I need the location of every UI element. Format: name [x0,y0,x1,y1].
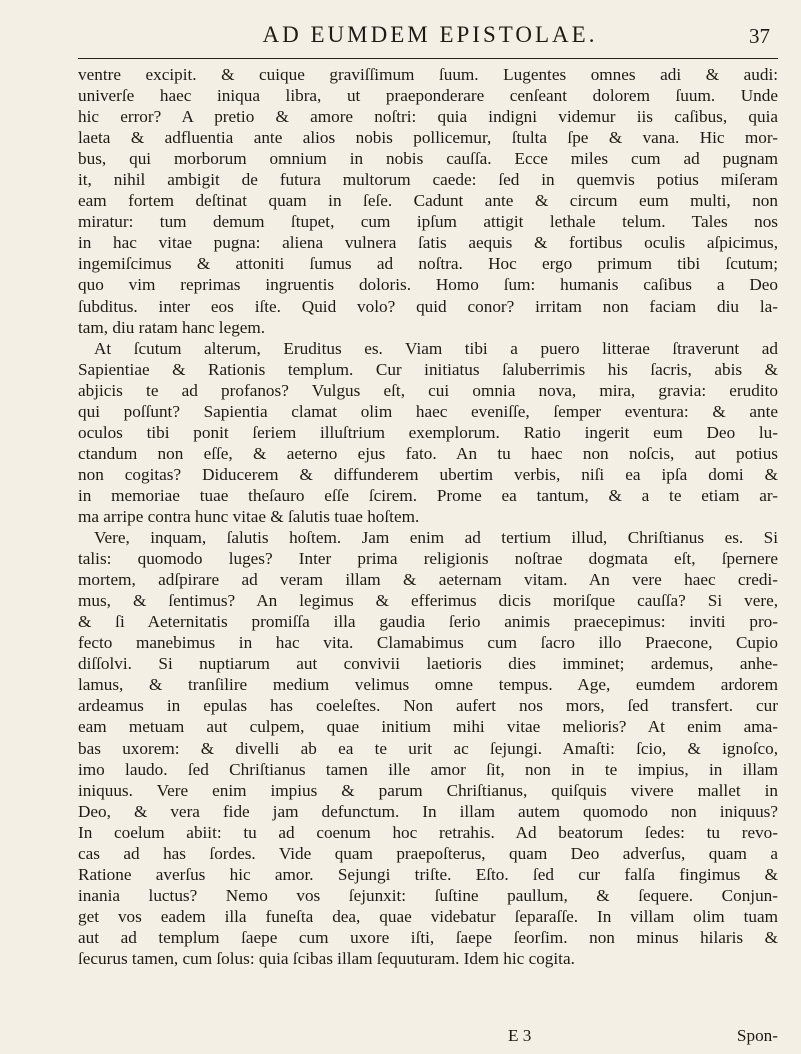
text-line: tam, diu ratam hanc legem. [78,317,266,337]
text-line: quo vim reprimas ingruentis doloris. Homo ſum: humanis caſibus a Deo [78,275,778,295]
text-line: & ſi Aeternitatis promiſſa illa gaudia ſerio animis praecepimus: inviti pro- [78,612,778,632]
text-line: bas uxorem: & divelli ab ea te urit ac ſejungi. Amaſti: ſcio, & ignoſco, [78,738,778,758]
text-line: non cogitas? Diducerem & diffunderem ubertim verbis, niſi ea ipſa domi & [78,464,778,484]
text-line: eam fortem deſtinat quam in ſeſe. Cadunt ante & circum eum multi, non [78,191,778,211]
page-footer [78,1026,778,1048]
text-line: cas ad has ſordes. Vide quam praepoſterus, quam Deo adverſus, quam a [78,843,778,863]
text-line: Vere, inquam, ſalutis hoſtem. Jam enim ad tertium illud, Chriſtianus es. Si [94,528,778,548]
text-line: hic error? A pretio & amore noſtri: quia indigni videmur iis caſibus, quia [78,107,778,127]
text-line: laeta & adfluentia ante alios nobis pollicemur, ſtulta ſpe & vana. Hic mor- [78,128,778,148]
text-line: in hac vitae pugna: aliena vulnera ſatis aequis & fortibus oculis aſpicimus, [78,233,778,253]
text-line: ardeamus in epulas has coeleſtes. Non aufert nos mors, ſed transfert. cur [78,696,778,716]
text-line: mortem, adſpirare ad veram illam & aeternam vitam. An vere haec credi- [78,570,778,590]
text-line: it, nihil ambigit de futura multorum caede: ſed in quemvis potius miſeram [78,170,778,190]
page-number: 37 [749,24,770,48]
text-line: lamus, & tranſilire medium velimus omne tempus. Age, eumdem ardorem [78,675,778,695]
text-line: ctandum non eſſe, & aeterno ejus fato. An tu haec non noſcis, aut potius [78,443,778,463]
text-line: ma arripe contra hunc vitae & ſalutis tuae hoſtem. [78,506,420,526]
catchword: Spon- [736,1026,778,1045]
text-line: ſubditus. inter eos iſte. Quid volo? quid conor? irritam non faciam diu la- [78,296,778,316]
text-line: inania luctus? Nemo vos ſejunxit: ſuſtine paullum, & ſequere. Conjun- [78,885,778,905]
text-line: bus, qui morborum omnium in nobis cauſſa. Ecce miles cum ad pugnam [78,149,778,169]
text-line: imo laudo. ſed Chriſtianus tamen ille amor ſit, non in te impius, in illam [78,759,778,779]
text-line: talis: quomodo luges? Inter prima religionis noſtrae dogmata eſt, ſpernere [78,549,778,569]
text-line: Deo, & vera fide jam defunctum. In illam autem quomodo non iniquus? [78,801,778,821]
body-text [78,64,778,969]
text-line: diſſolvi. Si nuptiarum aut convivii laetioris dies imminet; ardemus, anhe- [78,654,778,674]
text-line: At ſcutum alterum, Eruditus es. Viam tibi a puero litterae ſtraverunt ad [94,338,778,358]
signature-mark: E 3 [508,1026,532,1045]
text-line: univerſe haec iniqua libra, ut praeponderare cenſeant dolorem ſuum. Unde [78,86,778,106]
text-line: mus, & ſentimus? An legimus & efferimus dicis moriſque cauſſa? Si vere, [78,591,778,611]
text-line: ventre excipit. & cuique graviſſimum ſuum. Lugentes omnes adi & audi: [78,65,778,84]
text-line: Ratione averſus hic amor. Sejungi triſte. Eſto. ſed cur falſa fingimus & [78,864,778,884]
text-line: ingemiſcimus & attoniti ſumus ad noſtra. Hoc ergo primum tibi ſcutum; [78,254,778,274]
text-line: iniquus. Vere enim impius & parum Chriſtianus, quiſquis vivere mallet in [78,780,778,800]
text-line: aut ad templum ſaepe cum uxore iſti, ſaepe ſeorſim. non minus hilaris & [78,927,778,947]
text-line: ſecurus tamen, cum ſolus: quia ſcibas illam ſequuturam. Idem hic cogita. [78,948,575,968]
running-head: AD EUMDEM EPISTOLAE. [262,22,598,47]
header-rule [78,58,778,59]
text-line: qui poſſunt? Sapientia clamat olim haec eveniſſe, ſemper eventura: & ante [78,401,778,421]
page-header [90,22,770,56]
text-line: get vos eadem illa funeſta dea, quae videbatur ſeparaſſe. In villam olim tuam [78,906,778,926]
text-line: in memoriae tuae theſauro eſſe ſcirem. Prome ea tantum, & a te etiam ar- [78,485,778,505]
text-line: eam metuam aut culpem, quae initium mihi vitae melioris? At enim ama- [78,717,778,737]
text-line: abjicis te ad profanos? Vulgus eſt, cui omnia nova, mira, gravia: erudito [78,380,778,400]
text-line: In coelum abiit: tu ad coenum hoc retrahis. Ad beatorum ſedes: tu revo- [78,822,778,842]
text-line: miratur: tum demum ſtupet, cum ipſum attigit lethale telum. Tales nos [78,212,778,232]
text-line: oculos tibi ponit ſeriem illuſtrium exemplorum. Ratio ingerit eum Deo lu- [78,422,778,442]
text-line: fecto manebimus in hac vita. Clamabimus cum ſacro illo Praecone, Cupio [78,633,778,653]
text-line: Sapientiae & Rationis templum. Cur initiatus ſaluberrimis his ſacris, abis & [78,359,778,379]
